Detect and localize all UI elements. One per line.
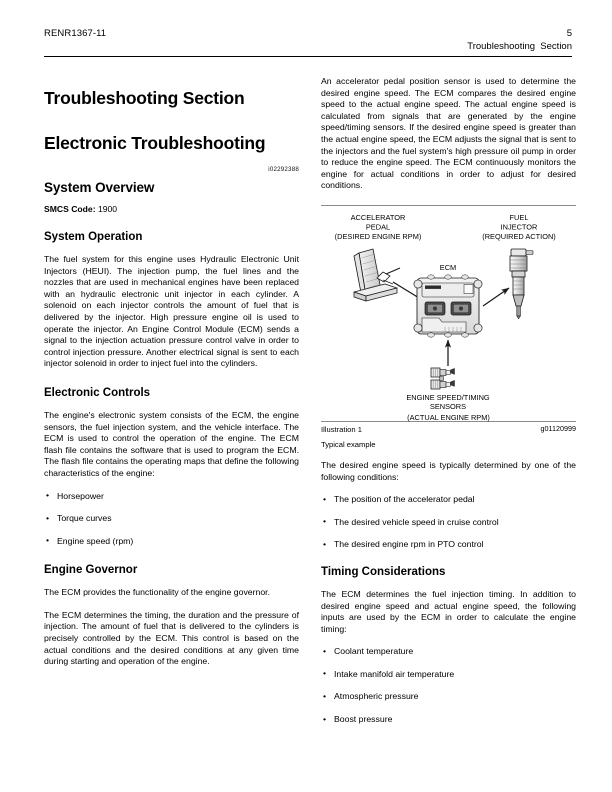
document-id: i02292388 (268, 166, 299, 173)
paragraph-system-operation: The fuel system for this engine uses Hydraulic Electronic Unit Injectors (HEUI). The injection pump, the fuel lines and the nozzles that are used in mechanical engines have been replaced with an hydraulic electronic unit injector in each cylinder. A solenoid on each injector controls the amount of fuel that is delivered by the injector. High pressure engine oil is used to operate the injector. An Engine Control Module (ECM) sends a signal to the injection actuation pressure control valve in order to control injection pressure. Another electrical signal is sent to each injector solenoid in order to inject fuel into the cylinders. (44, 254, 299, 369)
list-item: • Atmospheric pressure (321, 691, 576, 703)
sensors-label-line3: (ACTUAL ENGINE RPM) (407, 412, 490, 422)
paragraph-accelerator-sensor: An accelerator pedal position sensor is used to determine the desired engine speed. The ECM compares the desired engine speed to the actual engine speed. The actual engine speed is calculated from signals that are generated by the engine speed/timing sensors. If the desired engine speed is greater than the actual engine speed, the ECM adjusts the signal that is sent to the injectors and the fuel system's high pressure oil pump in order to reduce the engine speed. The ECM continuously monitors the engine for actual conditions in order to adjust for desired conditions. (321, 76, 576, 191)
injector-label-line1: FUEL (509, 212, 529, 222)
left-column (44, 74, 299, 726)
heading-engine-governor: Engine Governor (44, 564, 138, 577)
list-item: • The desired vehicle speed in cruise control (321, 517, 576, 529)
arrow-ecm-to-injector (483, 288, 509, 306)
paragraph-desired-speed: The desired engine speed is typically determined by one of the following conditions: (321, 459, 576, 482)
right-column (321, 74, 576, 726)
fuel-injector-graphic (510, 249, 533, 319)
sensors-label-line2: SENSORS (429, 401, 467, 411)
manual-number: RENR1367-11 (44, 28, 107, 39)
list-item: • Engine speed (rpm) (44, 536, 299, 548)
list-desired-speed-conditions (321, 494, 576, 551)
list-timing-inputs (321, 646, 576, 725)
list-item: • Coolant temperature (321, 646, 576, 658)
speed-timing-sensors-graphic (431, 368, 455, 389)
list-item: • Boost pressure (321, 714, 576, 726)
topic-title: System Overview (44, 180, 155, 195)
chapter-title: Electronic Troubleshooting (44, 133, 266, 153)
label-fuel-injector (482, 213, 556, 241)
system-overview-diagram (321, 206, 576, 414)
paragraph-engine-governor-2: The ECM determines the timing, the duration and the pressure of injection. The amount of fuel that is delivered to the cylinders is precisely controlled by the ECM. This control is based on the actual conditions and the desired conditions at any given time during starting and operation of the engine. (44, 609, 299, 667)
running-head-section: Troubleshooting Section (467, 41, 572, 52)
list-item: • Intake manifold air temperature (321, 669, 576, 681)
injector-label-line3: (REQUIRED ACTION) (482, 231, 556, 241)
illustration-graphic-id: g01120999 (540, 423, 576, 433)
ecm-graphic (414, 275, 482, 337)
sensors-label-line1: ENGINE SPEED/TIMING (406, 392, 490, 402)
label-speed-timing-sensors (406, 393, 490, 411)
injector-label-line2: INJECTOR (500, 222, 538, 232)
illustration-subcaption: Typical example (321, 439, 376, 449)
section-title: Troubleshooting Section (44, 88, 245, 108)
illustration-caption: Illustration 1 (321, 424, 362, 434)
two-column-layout (44, 74, 576, 726)
accelerator-label-line3: (DESIRED ENGINE RPM) (334, 231, 422, 241)
list-item: • Torque curves (44, 513, 299, 525)
list-item: • Horsepower (44, 491, 299, 503)
illustration-caption-row (321, 425, 576, 437)
label-accelerator-pedal (335, 213, 422, 241)
heading-electronic-controls: Electronic Controls (44, 386, 151, 399)
list-engine-characteristics (44, 491, 299, 548)
paragraph-timing-considerations: The ECM determines the fuel injection timing. In addition to desired engine speed and actual engine speed, the following inputs are used by the ECM in order to calculate the engine timing: (321, 588, 576, 634)
running-head (44, 28, 572, 62)
illustration-block (321, 205, 576, 449)
list-item: • The desired engine rpm in PTO control (321, 539, 576, 551)
ecm-label: ECM (439, 262, 457, 272)
header-rule (44, 56, 572, 57)
heading-timing-considerations: Timing Considerations (321, 565, 446, 578)
heading-system-operation: System Operation (44, 231, 143, 243)
list-item: • The position of the accelerator pedal (321, 494, 576, 506)
paragraph-electronic-controls: The engine's electronic system consists of the ECM, the engine sensors, the fuel injection system, and the vehicle interface. The ECM is used to control the operation of the engine. The ECM flash file contains the software that is used to program the ECM. The flash file contains the operating maps that define the following characteristics of the engine: (44, 409, 299, 478)
accelerator-label-line2: PEDAL (365, 222, 391, 232)
smcs-code (44, 204, 299, 214)
accelerator-label-line1: ACCELERATOR (350, 212, 406, 222)
page-number: 5 (566, 28, 572, 39)
illustration-figure (321, 206, 576, 422)
smcs-label: SMCS Code: (44, 204, 96, 214)
smcs-value: 1900 (97, 204, 118, 214)
accelerator-pedal-graphic (354, 249, 400, 301)
paragraph-engine-governor-1: The ECM provides the functionality of the engine governor. (44, 587, 271, 598)
